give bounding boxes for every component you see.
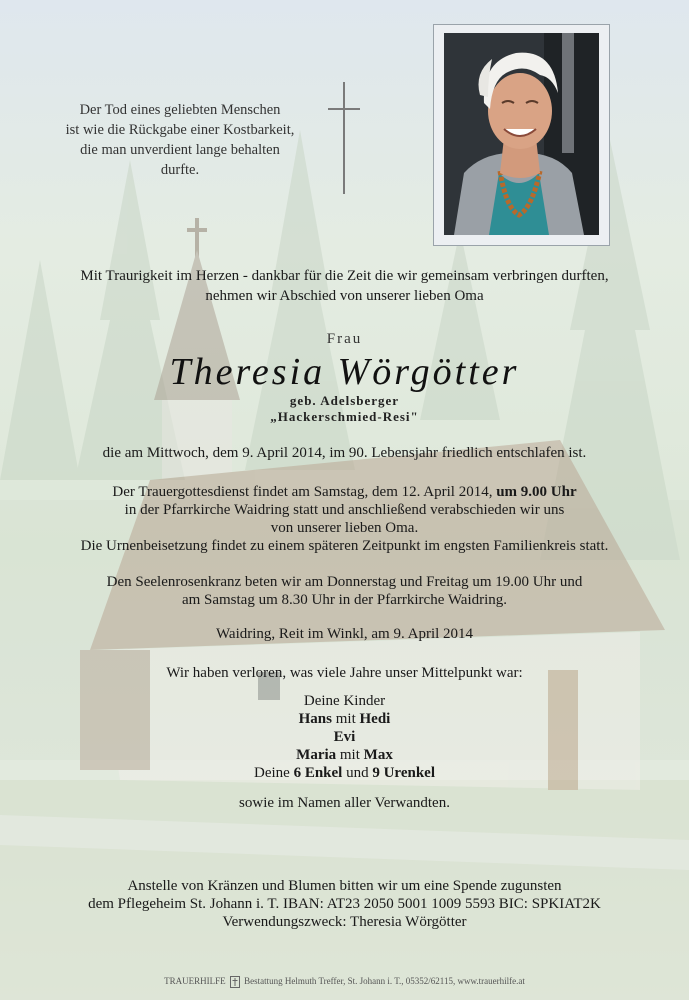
family-heading: Deine Kinder [303, 693, 386, 709]
birth-name: geb. Adelsberger [289, 393, 400, 408]
survivors-intro-line: Wir haben verloren, was viele Jahre unser Mittelpunkt war: [166, 665, 523, 681]
quote-line: Der Tod eines geliebten Menschen [79, 102, 281, 118]
footer-brand: TRAUERHILFE [164, 976, 226, 987]
nickname: „Hackerschmied-Resi" [270, 409, 419, 424]
service-line: von unserer lieben Oma. [270, 520, 419, 536]
burial-line: Die Urnenbeisetzung findet zu einem späteren Zeitpunkt im engsten Familienkreis statt. [80, 538, 609, 554]
family-row [0, 710, 689, 728]
service-date-text: Der Trauergottesdienst findet am Samstag, dem 12. April 2014, [112, 484, 497, 500]
family-row [0, 764, 689, 782]
service-time: um 9.00 Uhr [496, 484, 577, 500]
funeral-service-info [0, 483, 689, 555]
family-member: Hedi [359, 711, 391, 727]
intro-text [0, 266, 689, 306]
donation-line: Verwendungszweck: Theresia Wörgötter [222, 914, 467, 930]
quote-line: die man unverdient lange behalten [80, 142, 280, 158]
service-line: in der Pfarrkirche Waidring statt und anschließend verabschieden wir uns [124, 502, 565, 518]
family-member: Hans [298, 711, 332, 727]
quote-line: durfte. [160, 162, 200, 178]
donation-request [0, 877, 689, 931]
relatives-line: sowie im Namen aller Verwandten. [239, 795, 450, 811]
quote-line: ist wie die Rückgabe einer Kostbarkeit, [65, 122, 295, 138]
portrait-photo [444, 33, 599, 235]
honorific: Frau [326, 331, 363, 347]
footer [0, 976, 689, 988]
footer-text: Bestattung Helmuth Treffer, St. Johann i. T., 05352/62115, www.trauerhilfe.at [244, 976, 525, 987]
memorial-quote [40, 100, 320, 180]
intro-line: nehmen wir Abschied von unserer lieben Oma [205, 288, 484, 304]
family-row [0, 728, 689, 746]
family-list [0, 692, 689, 782]
intro-line: Mit Traurigkeit im Herzen - dankbar für die Zeit die wir gemeinsam verbringen durften, [80, 268, 609, 284]
family-row [0, 746, 689, 764]
death-notice [0, 444, 689, 462]
survivors-intro [0, 664, 689, 682]
family-member: Max [363, 747, 393, 763]
connector: und [342, 765, 373, 781]
deceased-name: Theresia Wörgötter [169, 351, 520, 393]
connector: mit [336, 747, 364, 763]
place-and-date [0, 625, 689, 643]
rosary-line: Den Seelenrosenkranz beten wir am Donnerstag und Freitag um 19.00 Uhr und [106, 574, 583, 590]
family-member: Evi [333, 729, 356, 745]
great-grandchildren-count: 9 Urenkel [372, 765, 435, 781]
relatives-note [0, 794, 689, 812]
connector: Deine [254, 765, 294, 781]
portrait-frame [433, 24, 610, 246]
service-line [0, 483, 689, 501]
donation-line: dem Pflegeheim St. Johann i. T. IBAN: AT23 2050 5001 1009 5593 BIC: SPKIAT2K [88, 896, 601, 912]
funeral-service-logo-icon [230, 976, 240, 988]
rosary-line: am Samstag um 8.30 Uhr in der Pfarrkirche Waidring. [181, 592, 508, 608]
grandchildren-count: 6 Enkel [293, 765, 343, 781]
death-line: die am Mittwoch, dem 9. April 2014, im 90. Lebensjahr friedlich entschlafen ist. [102, 445, 587, 461]
connector: mit [332, 711, 360, 727]
place-date-line: Waidring, Reit im Winkl, am 9. April 2014 [215, 626, 474, 642]
family-member: Maria [296, 747, 337, 763]
rosary-info [0, 573, 689, 609]
donation-line: Anstelle von Kränzen und Blumen bitten wir um eine Spende zugunsten [127, 878, 562, 894]
cross-icon [326, 82, 362, 194]
